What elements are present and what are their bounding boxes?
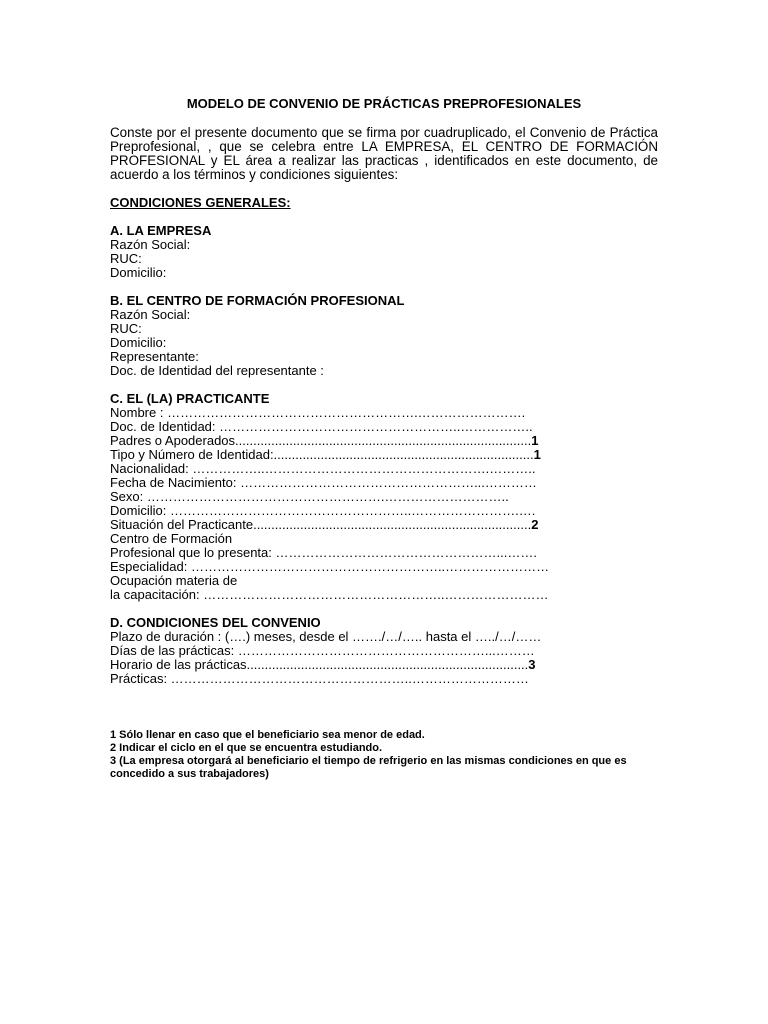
field-text: Domicilio: ………………………………………………..…………………….…. <box>110 503 536 518</box>
footnote: 2 Indicar el ciclo en el que se encuentra estudiando. <box>110 742 383 754</box>
field-text: Ocupación materia de <box>110 573 238 588</box>
field-line <box>110 658 670 672</box>
document-title: MODELO DE CONVENIO DE PRÁCTICAS PREPROFESIONALES <box>186 96 582 111</box>
field-line <box>110 406 670 420</box>
footnote-ref: 1 <box>531 433 539 448</box>
field-text: Plazo de duración : (….) meses, desde el ……./…/….. hasta el …../…/…… <box>110 629 542 644</box>
field-text: Profesional que lo presenta: ……………………………………………...……. <box>110 545 537 560</box>
field-line <box>110 630 670 644</box>
section-a-heading: A. LA EMPRESA <box>110 223 212 238</box>
footnote-ref: 3 <box>528 657 536 672</box>
field-text: Prácticas: ………………………………………………..……………………… <box>110 671 529 686</box>
field-line <box>110 476 670 490</box>
field-text: Fecha de Nacimiento: ………………………………………………...………… <box>110 475 537 490</box>
field-line <box>110 518 670 532</box>
field-text: Horario de las prácticas.............................................................................. <box>110 657 529 672</box>
field-line <box>110 532 670 546</box>
field-line: Razón Social: <box>110 237 191 252</box>
intro-paragraph <box>110 126 658 182</box>
field-text: Nombre : ………………………………………………….……………………. <box>110 405 526 420</box>
footnote-ref: 1 <box>533 447 541 462</box>
section-d-heading: D. CONDICIONES DEL CONVENIO <box>110 615 321 630</box>
field-line <box>110 574 670 588</box>
field-text: Centro de Formación <box>110 531 233 546</box>
field-line: Domicilio: <box>110 335 167 350</box>
field-text: Sexo: ……………………………………………….……………………….. <box>110 489 509 504</box>
field-line: RUC: <box>110 321 142 336</box>
field-line <box>110 490 670 504</box>
field-text: Nacionalidad: ……………..…………………………………………….……….. <box>110 461 536 476</box>
section-b-heading: B. EL CENTRO DE FORMACIÓN PROFESIONAL <box>110 293 405 308</box>
field-text: Doc. de Identidad: ………………………………………………..…………….. <box>110 419 533 434</box>
footnotes <box>110 729 670 781</box>
document-body <box>110 196 670 686</box>
field-line: RUC: <box>110 251 142 266</box>
field-line <box>110 448 670 462</box>
intro-line: Conste por el presente documento que se firma por cuadruplicado, el Convenio de Práctica <box>110 125 658 140</box>
footnote: 3 (La empresa otorgará al beneficiario el tiempo de refrigerio en las mismas condiciones en que es <box>110 755 627 767</box>
field-text: la capacitación: ………………………………………………..…………………… <box>110 587 549 602</box>
footnote-ref: 2 <box>531 517 539 532</box>
field-line <box>110 672 670 686</box>
field-line <box>110 644 670 658</box>
field-line <box>110 560 670 574</box>
footnote: concedido a sus trabajadores) <box>110 768 269 780</box>
section-c-heading: C. EL (LA) PRACTICANTE <box>110 391 270 406</box>
field-line: Representante: <box>110 349 199 364</box>
field-line: Razón Social: <box>110 307 191 322</box>
field-line <box>110 504 670 518</box>
field-text: Tipo y Número de Identidad:........................................................................ <box>110 447 534 462</box>
field-line: Domicilio: <box>110 265 167 280</box>
field-text: Padres o Apoderados.................................................................................. <box>110 433 532 448</box>
field-line <box>110 420 670 434</box>
field-line <box>110 462 670 476</box>
intro-line: Preprofesional, , que se celebra entre LA EMPRESA, EL CENTRO DE FORMACIÓN <box>110 139 658 154</box>
intro-line: acuerdo a los términos y condiciones siguientes: <box>110 167 399 182</box>
field-line <box>110 588 670 602</box>
field-text: Días de las prácticas: …………………………………………………...……… <box>110 643 535 658</box>
field-text: Situación del Practicante............................................................................. <box>110 517 532 532</box>
field-line <box>110 546 670 560</box>
field-line: Doc. de Identidad del representante : <box>110 363 324 378</box>
field-text: Especialidad: …………………………………………………..…………………… <box>110 559 550 574</box>
general-conditions-heading: CONDICIONES GENERALES: <box>110 195 291 210</box>
intro-line: PROFESIONAL y EL área a realizar las practicas , identificados en este documento, de <box>110 153 658 168</box>
field-line <box>110 434 670 448</box>
footnote: 1 Sólo llenar en caso que el beneficiario sea menor de edad. <box>110 729 425 741</box>
